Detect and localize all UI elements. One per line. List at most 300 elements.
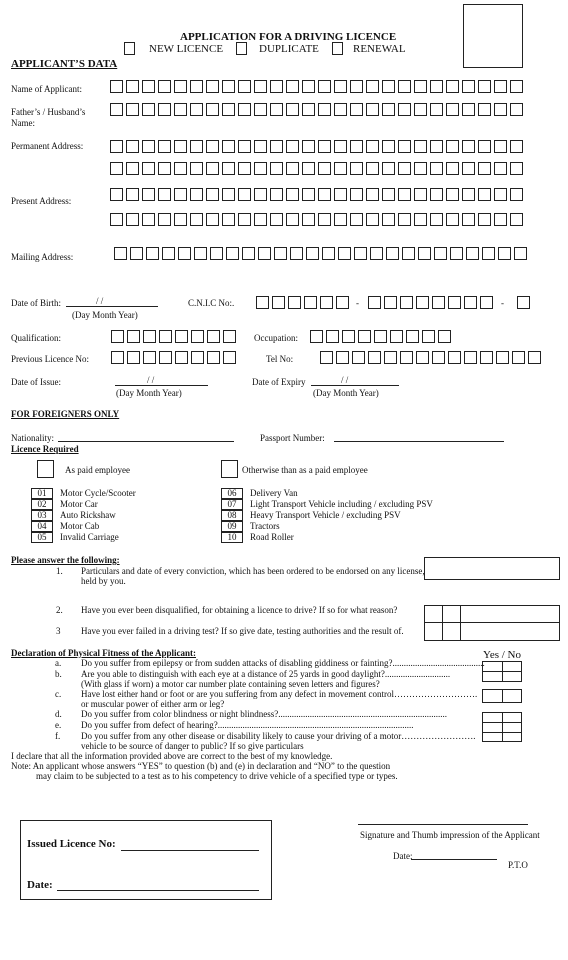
char-cell[interactable] (398, 162, 411, 175)
char-cell[interactable] (175, 351, 188, 364)
char-cell[interactable] (416, 296, 429, 309)
char-cell[interactable] (254, 103, 267, 116)
signature-date-line[interactable] (411, 859, 497, 860)
char-cell[interactable] (334, 140, 347, 153)
char-cell[interactable] (110, 213, 123, 226)
char-cell[interactable] (382, 103, 395, 116)
char-cell[interactable] (191, 351, 204, 364)
char-cell[interactable] (206, 213, 219, 226)
issued-date-line[interactable] (57, 890, 259, 891)
char-cell[interactable] (111, 351, 124, 364)
char-cell[interactable] (414, 103, 427, 116)
char-cell[interactable] (158, 162, 171, 175)
cnic-dash-1: - (356, 298, 359, 308)
char-cell[interactable] (448, 351, 461, 364)
char-cell[interactable] (254, 213, 267, 226)
char-cell[interactable] (178, 247, 191, 260)
char-cell[interactable] (318, 213, 331, 226)
char-cell[interactable] (302, 140, 315, 153)
char-cell[interactable] (432, 296, 445, 309)
q1-text-1: Particulars and date of every conviction, which has been ordered to be endorsed on any license, (81, 566, 425, 576)
char-cell[interactable] (174, 80, 187, 93)
char-cell[interactable] (416, 351, 429, 364)
char-cell[interactable] (400, 351, 413, 364)
char-cell[interactable] (350, 80, 363, 93)
char-cell[interactable] (206, 188, 219, 201)
char-cell[interactable] (386, 247, 399, 260)
char-cell[interactable] (406, 330, 419, 343)
char-cell[interactable] (398, 80, 411, 93)
category-label: Motor Cab (60, 521, 100, 531)
char-cell[interactable] (398, 188, 411, 201)
char-cell[interactable] (142, 80, 155, 93)
char-cell[interactable] (414, 162, 427, 175)
char-cell[interactable] (478, 140, 491, 153)
char-cell[interactable] (430, 103, 443, 116)
char-cell[interactable] (430, 188, 443, 201)
char-cell[interactable] (512, 351, 525, 364)
char-cell[interactable] (274, 247, 287, 260)
char-cell[interactable] (432, 351, 445, 364)
char-cell[interactable] (352, 351, 365, 364)
char-cell[interactable] (398, 213, 411, 226)
char-cell[interactable] (326, 330, 339, 343)
char-cell[interactable] (174, 162, 187, 175)
char-cell[interactable] (494, 80, 507, 93)
category-code[interactable]: 02 (31, 499, 53, 510)
char-cell[interactable] (374, 330, 387, 343)
char-cell[interactable] (254, 80, 267, 93)
char-cell[interactable] (238, 162, 251, 175)
char-cell[interactable] (496, 351, 509, 364)
char-cell[interactable] (478, 162, 491, 175)
category-label: Tractors (250, 521, 280, 531)
char-cell[interactable] (366, 140, 379, 153)
char-cell[interactable] (238, 103, 251, 116)
char-cell[interactable] (270, 213, 283, 226)
char-cell[interactable] (398, 140, 411, 153)
char-cell[interactable] (430, 162, 443, 175)
char-cell[interactable] (446, 188, 459, 201)
q2-answer-divider-v2 (460, 605, 461, 641)
char-cell[interactable] (206, 162, 219, 175)
photo-box (463, 4, 523, 68)
char-cell[interactable] (384, 351, 397, 364)
char-cell[interactable] (254, 188, 267, 201)
char-cell[interactable] (510, 103, 523, 116)
char-cell[interactable] (358, 330, 371, 343)
char-cell[interactable] (414, 188, 427, 201)
occupation-cells[interactable] (310, 330, 454, 343)
char-cell[interactable] (126, 213, 139, 226)
name-label: Name of Applicant: (11, 84, 82, 94)
nationality-line[interactable] (58, 441, 234, 442)
char-cell[interactable] (126, 140, 139, 153)
present-address-cells-2[interactable] (110, 213, 526, 226)
char-cell[interactable] (382, 140, 395, 153)
char-cell[interactable] (286, 103, 299, 116)
form-title: APPLICATION FOR A DRIVING LICENCE (180, 31, 397, 43)
char-cell[interactable] (286, 162, 299, 175)
char-cell[interactable] (366, 80, 379, 93)
char-cell[interactable] (366, 162, 379, 175)
name-cells[interactable] (110, 80, 526, 93)
char-cell[interactable] (350, 103, 363, 116)
permanent-address-cells-1[interactable] (110, 140, 526, 153)
char-cell[interactable] (288, 296, 301, 309)
char-cell[interactable] (462, 80, 475, 93)
char-cell[interactable] (382, 213, 395, 226)
char-cell[interactable] (190, 213, 203, 226)
char-cell[interactable] (306, 247, 319, 260)
char-cell[interactable] (142, 188, 155, 201)
char-cell[interactable] (402, 247, 415, 260)
char-cell[interactable] (422, 330, 435, 343)
char-cell[interactable] (320, 351, 333, 364)
char-cell[interactable] (446, 213, 459, 226)
signature-line[interactable] (358, 824, 528, 825)
char-cell[interactable] (382, 188, 395, 201)
char-cell[interactable] (494, 188, 507, 201)
char-cell[interactable] (370, 247, 383, 260)
char-cell[interactable] (446, 162, 459, 175)
char-cell[interactable] (430, 213, 443, 226)
cnic-cells-1[interactable] (256, 296, 352, 309)
tel-cells[interactable] (320, 351, 544, 364)
char-cell[interactable] (142, 162, 155, 175)
char-cell[interactable] (194, 247, 207, 260)
char-cell[interactable] (384, 296, 397, 309)
char-cell[interactable] (143, 351, 156, 364)
char-cell[interactable] (302, 80, 315, 93)
char-cell[interactable] (190, 140, 203, 153)
char-cell[interactable] (350, 188, 363, 201)
char-cell[interactable] (462, 188, 475, 201)
char-cell[interactable] (498, 247, 511, 260)
char-cell[interactable] (350, 162, 363, 175)
prev-licence-cells[interactable] (111, 351, 239, 364)
char-cell[interactable] (270, 162, 283, 175)
char-cell[interactable] (111, 330, 124, 343)
char-cell[interactable] (366, 103, 379, 116)
char-cell[interactable] (270, 80, 283, 93)
char-cell[interactable] (162, 247, 175, 260)
char-cell[interactable] (494, 140, 507, 153)
char-cell[interactable] (318, 188, 331, 201)
char-cell[interactable] (206, 103, 219, 116)
char-cell[interactable] (114, 247, 127, 260)
char-cell[interactable] (146, 247, 159, 260)
char-cell[interactable] (336, 296, 349, 309)
renewal-checkbox[interactable] (332, 42, 343, 55)
char-cell[interactable] (242, 247, 255, 260)
fitness-f-text-1: Do you suffer from any other disease or disability likely to cause your driving of a motor……………………. (81, 731, 476, 741)
char-cell[interactable] (414, 80, 427, 93)
category-code[interactable]: 03 (31, 510, 53, 521)
q1-answer-box[interactable] (424, 557, 560, 580)
char-cell[interactable] (302, 188, 315, 201)
char-cell[interactable] (127, 330, 140, 343)
char-cell[interactable] (350, 213, 363, 226)
char-cell[interactable] (450, 247, 463, 260)
char-cell[interactable] (238, 140, 251, 153)
char-cell[interactable] (462, 103, 475, 116)
char-cell[interactable] (368, 296, 381, 309)
char-cell[interactable] (191, 330, 204, 343)
date-issue-line[interactable] (115, 385, 208, 386)
char-cell[interactable] (414, 213, 427, 226)
char-cell[interactable] (398, 103, 411, 116)
char-cell[interactable] (174, 103, 187, 116)
char-cell[interactable] (158, 188, 171, 201)
char-cell[interactable] (110, 162, 123, 175)
other-employee-checkbox[interactable] (221, 460, 238, 478)
char-cell[interactable] (175, 330, 188, 343)
char-cell[interactable] (464, 351, 477, 364)
char-cell[interactable] (430, 80, 443, 93)
char-cell[interactable] (418, 247, 431, 260)
category-code[interactable]: 08 (221, 510, 243, 521)
char-cell[interactable] (434, 247, 447, 260)
present-address-cells-1[interactable] (110, 188, 526, 201)
char-cell[interactable] (478, 188, 491, 201)
char-cell[interactable] (272, 296, 285, 309)
char-cell[interactable] (190, 103, 203, 116)
duplicate-checkbox[interactable] (236, 42, 247, 55)
char-cell[interactable] (110, 140, 123, 153)
paid-employee-checkbox[interactable] (37, 460, 54, 478)
char-cell[interactable] (238, 213, 251, 226)
char-cell[interactable] (127, 351, 140, 364)
char-cell[interactable] (256, 296, 269, 309)
char-cell[interactable] (174, 213, 187, 226)
char-cell[interactable] (517, 296, 530, 309)
category-code[interactable]: 06 (221, 488, 243, 499)
char-cell[interactable] (226, 247, 239, 260)
char-cell[interactable] (158, 80, 171, 93)
char-cell[interactable] (143, 330, 156, 343)
char-cell[interactable] (334, 188, 347, 201)
char-cell[interactable] (382, 162, 395, 175)
char-cell[interactable] (382, 80, 395, 93)
char-cell[interactable] (210, 247, 223, 260)
char-cell[interactable] (126, 188, 139, 201)
char-cell[interactable] (366, 188, 379, 201)
char-cell[interactable] (334, 213, 347, 226)
char-cell[interactable] (464, 296, 477, 309)
char-cell[interactable] (334, 103, 347, 116)
char-cell[interactable] (438, 330, 451, 343)
char-cell[interactable] (482, 247, 495, 260)
char-cell[interactable] (510, 213, 523, 226)
q3-number: 3 (56, 626, 61, 636)
char-cell[interactable] (222, 162, 235, 175)
cnic-cells-2[interactable] (368, 296, 496, 309)
char-cell[interactable] (462, 213, 475, 226)
permanent-address-cells-2[interactable] (110, 162, 526, 175)
char-cell[interactable] (400, 296, 413, 309)
char-cell[interactable] (190, 188, 203, 201)
issued-date-label: Date: (27, 879, 53, 891)
char-cell[interactable] (286, 80, 299, 93)
char-cell[interactable] (478, 213, 491, 226)
char-cell[interactable] (286, 140, 299, 153)
char-cell[interactable] (126, 103, 139, 116)
char-cell[interactable] (446, 103, 459, 116)
yes-no-header: Yes / No (483, 649, 522, 661)
char-cell[interactable] (190, 162, 203, 175)
signature-label: Signature and Thumb impression of the Applicant (360, 830, 540, 840)
char-cell[interactable] (318, 162, 331, 175)
char-cell[interactable] (270, 188, 283, 201)
char-cell[interactable] (254, 162, 267, 175)
q2-answer-box[interactable] (424, 605, 560, 641)
char-cell[interactable] (354, 247, 367, 260)
char-cell[interactable] (222, 103, 235, 116)
char-cell[interactable] (159, 330, 172, 343)
char-cell[interactable] (223, 330, 236, 343)
q2-text: Have you ever been disqualified, for obtaining a licence to drive? If so for what reason? (81, 605, 398, 615)
category-code[interactable]: 05 (31, 532, 53, 543)
char-cell[interactable] (334, 162, 347, 175)
present-address-label: Present Address: (11, 196, 72, 206)
char-cell[interactable] (368, 351, 381, 364)
char-cell[interactable] (414, 140, 427, 153)
cnic-cells-3[interactable] (517, 296, 533, 309)
char-cell[interactable] (318, 80, 331, 93)
char-cell[interactable] (478, 103, 491, 116)
char-cell[interactable] (480, 351, 493, 364)
new-licence-checkbox[interactable] (124, 42, 135, 55)
passport-line[interactable] (334, 441, 504, 442)
category-code[interactable]: 04 (31, 521, 53, 532)
char-cell[interactable] (222, 188, 235, 201)
char-cell[interactable] (142, 103, 155, 116)
mailing-address-cells[interactable] (114, 247, 530, 260)
char-cell[interactable] (510, 188, 523, 201)
char-cell[interactable] (446, 140, 459, 153)
char-cell[interactable] (142, 140, 155, 153)
category-code[interactable]: 10 (221, 532, 243, 543)
char-cell[interactable] (223, 351, 236, 364)
char-cell[interactable] (310, 330, 323, 343)
char-cell[interactable] (286, 188, 299, 201)
qualification-cells[interactable] (111, 330, 239, 343)
char-cell[interactable] (207, 351, 220, 364)
char-cell[interactable] (130, 247, 143, 260)
char-cell[interactable] (304, 296, 317, 309)
char-cell[interactable] (390, 330, 403, 343)
char-cell[interactable] (110, 188, 123, 201)
char-cell[interactable] (290, 247, 303, 260)
char-cell[interactable] (302, 213, 315, 226)
char-cell[interactable] (334, 80, 347, 93)
char-cell[interactable] (174, 140, 187, 153)
issued-licence-line[interactable] (121, 850, 259, 851)
char-cell[interactable] (126, 162, 139, 175)
char-cell[interactable] (510, 162, 523, 175)
char-cell[interactable] (336, 351, 349, 364)
char-cell[interactable] (126, 80, 139, 93)
char-cell[interactable] (510, 140, 523, 153)
char-cell[interactable] (318, 103, 331, 116)
char-cell[interactable] (494, 213, 507, 226)
char-cell[interactable] (528, 351, 541, 364)
issued-licence-box (20, 820, 272, 900)
date-expiry-separator: / / (341, 375, 349, 385)
tel-label: Tel No: (266, 354, 294, 364)
char-cell[interactable] (342, 330, 355, 343)
char-cell[interactable] (206, 80, 219, 93)
applicant-section-title: APPLICANT’S DATA (11, 58, 118, 70)
category-code[interactable]: 01 (31, 488, 53, 499)
char-cell[interactable] (222, 213, 235, 226)
char-cell[interactable] (350, 140, 363, 153)
cnic-label: C.N.I.C No:. (188, 298, 235, 308)
dob-line[interactable] (66, 306, 158, 307)
char-cell[interactable] (302, 103, 315, 116)
char-cell[interactable] (207, 330, 220, 343)
foreigners-section-title: FOR FOREIGNERS ONLY (11, 409, 120, 419)
char-cell[interactable] (366, 213, 379, 226)
char-cell[interactable] (448, 296, 461, 309)
char-cell[interactable] (174, 188, 187, 201)
char-cell[interactable] (494, 162, 507, 175)
char-cell[interactable] (110, 80, 123, 93)
char-cell[interactable] (480, 296, 493, 309)
char-cell[interactable] (302, 162, 315, 175)
char-cell[interactable] (462, 162, 475, 175)
char-cell[interactable] (258, 247, 271, 260)
char-cell[interactable] (446, 80, 459, 93)
char-cell[interactable] (270, 140, 283, 153)
char-cell[interactable] (238, 188, 251, 201)
date-expiry-line[interactable] (311, 385, 399, 386)
char-cell[interactable] (478, 80, 491, 93)
char-cell[interactable] (430, 140, 443, 153)
char-cell[interactable] (222, 140, 235, 153)
char-cell[interactable] (159, 351, 172, 364)
cnic-dash-2: - (501, 298, 504, 308)
char-cell[interactable] (190, 80, 203, 93)
char-cell[interactable] (110, 103, 123, 116)
char-cell[interactable] (238, 80, 251, 93)
category-code[interactable]: 09 (221, 521, 243, 532)
nationality-label: Nationality: (11, 433, 54, 443)
char-cell[interactable] (494, 103, 507, 116)
fitness-b-text-1: Are you able to distinguish with each eye at a distance of 25 yards in good daylight?............................. (81, 669, 451, 679)
char-cell[interactable] (206, 140, 219, 153)
char-cell[interactable] (338, 247, 351, 260)
char-cell[interactable] (320, 296, 333, 309)
char-cell[interactable] (270, 103, 283, 116)
char-cell[interactable] (286, 213, 299, 226)
char-cell[interactable] (158, 140, 171, 153)
char-cell[interactable] (466, 247, 479, 260)
char-cell[interactable] (254, 140, 267, 153)
char-cell[interactable] (142, 213, 155, 226)
char-cell[interactable] (514, 247, 527, 260)
father-name-cells[interactable] (110, 103, 526, 116)
char-cell[interactable] (462, 140, 475, 153)
char-cell[interactable] (222, 80, 235, 93)
char-cell[interactable] (510, 80, 523, 93)
char-cell[interactable] (158, 213, 171, 226)
char-cell[interactable] (322, 247, 335, 260)
char-cell[interactable] (158, 103, 171, 116)
category-code[interactable]: 07 (221, 499, 243, 510)
char-cell[interactable] (318, 140, 331, 153)
